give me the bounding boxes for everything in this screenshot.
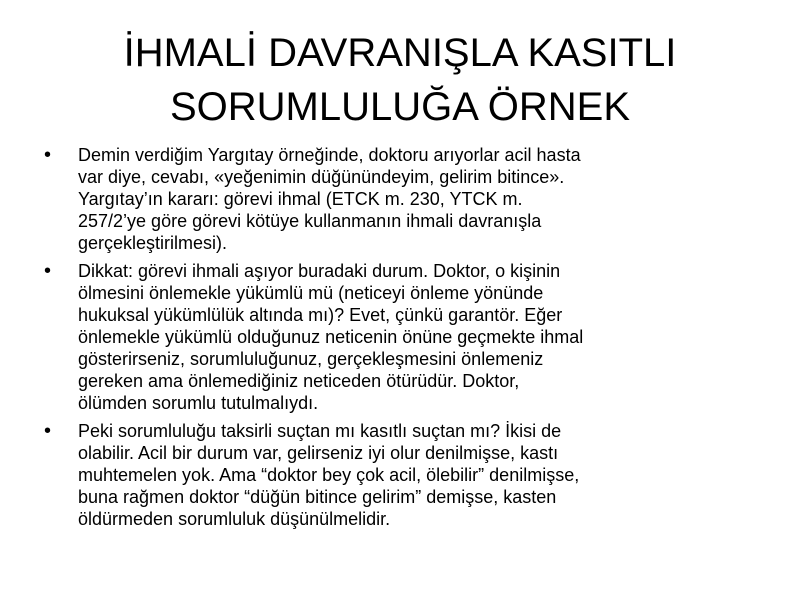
bullet-text-line: Peki sorumluluğu taksirli suçtan mı kasıtlı suçtan mı? İkisi de (78, 421, 562, 441)
bullet-text-line: muhtemelen yok. Ama “doktor bey çok acil, ölebilir” denilmişse, (78, 465, 580, 485)
bullet-text-line: 257/2’ye göre görevi kötüye kullanmanın ihmali davranışla (78, 211, 542, 231)
bullet-item (42, 420, 750, 530)
bullet-text-line: gerçekleştirilmesi). (78, 233, 228, 253)
bullet-text-line: Demin verdiğim Yargıtay örneğinde, doktoru arıyorlar acil hasta (78, 145, 581, 165)
bullet-text-line: olabilir. Acil bir durum var, gelirseniz iyi olur denilmişse, kastı (78, 443, 559, 463)
bullet-point-icon: • (44, 144, 52, 166)
bullet-point-icon: • (44, 260, 52, 282)
bullet-list (42, 144, 750, 536)
bullet-text-line: öldürmeden sorumluluk düşünülmelidir. (78, 509, 391, 529)
bullet-text-line: önlemekle yükümlü olduğunuz neticenin önüne geçmekte ihmal (78, 327, 584, 347)
slide-title-line: SORUMLULUĞA ÖRNEK (169, 85, 631, 129)
bullet-item (42, 260, 750, 414)
bullet-text-line: hukuksal yükümlülük altında mı)? Evet, çünkü garantör. Eğer (78, 305, 563, 325)
bullet-text-line: gösterirseniz, sorumluluğunuz, gerçekleşmesini önlemeniz (78, 349, 544, 369)
bullet-item (42, 144, 750, 254)
bullet-text-line: Dikkat: görevi ihmali aşıyor buradaki durum. Doktor, o kişinin (78, 261, 561, 281)
bullet-point-icon: • (44, 420, 52, 442)
bullet-text-line: ölmesini önlemekle yükümlü mü (neticeyi önleme yönünde (78, 283, 544, 303)
bullet-text-line: ölümden sorumlu tutulmalıydı. (78, 393, 319, 413)
slide-title (40, 26, 760, 134)
bullet-text-line: gereken ama önlemediğiniz neticeden ötürüdür. Doktor, (78, 371, 520, 391)
bullet-text-line: var diye, cevabı, «yeğenimin düğünündeyim, gelirim bitince». (78, 167, 565, 187)
bullet-text-line: Yargıtay’ın kararı: görevi ihmal (ETCK m. 230, YTCK m. (78, 189, 523, 209)
bullet-text-line: buna rağmen doktor “düğün bitince gelirim” demişse, kasten (78, 487, 557, 507)
slide-title-line: İHMALİ DAVRANIŞLA KASITLI (123, 31, 677, 75)
